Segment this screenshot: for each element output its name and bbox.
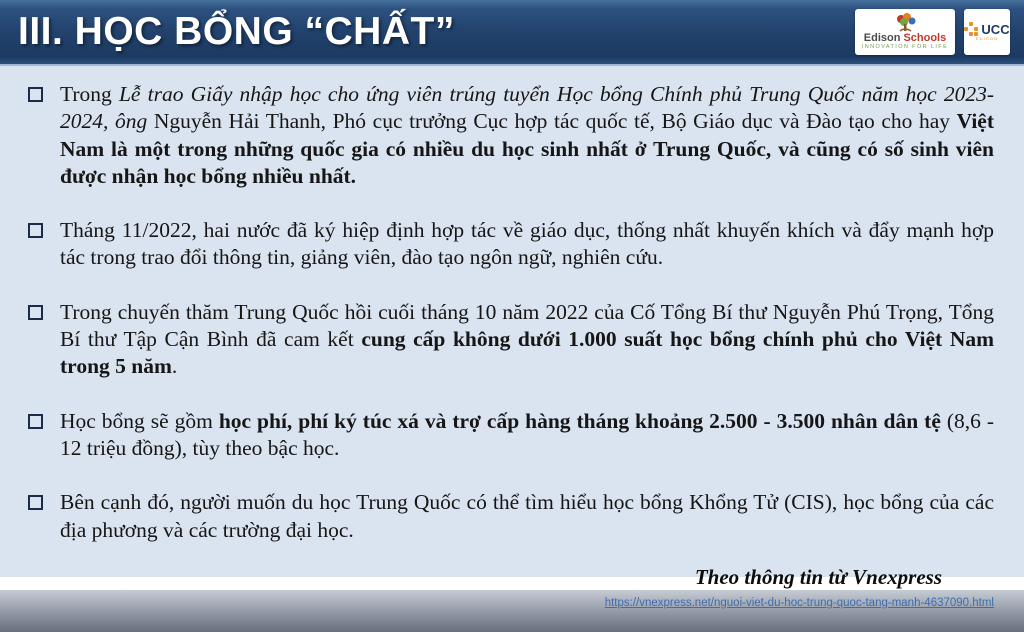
ucc-logo-text: UCC: [981, 21, 1010, 37]
logo-group: [855, 9, 1010, 55]
edison-logo-word1: Edison: [863, 32, 901, 44]
bullet-square-icon: [28, 223, 43, 238]
bullet-text: Học bổng sẽ gồm học phí, phí ký túc xá và trợ cấp hàng tháng khoảng 2.500 - 3.500 nhân dân tệ (8,6 - 12 triệu đồng), tùy theo bậc học.: [60, 408, 995, 460]
ucc-dots-icon: [964, 22, 978, 36]
bullet-item: [26, 217, 994, 272]
bullet-item: [26, 81, 994, 190]
slide-footer: [0, 590, 1024, 632]
bullet-list: [26, 81, 994, 544]
edison-logo-tagline: INNOVATION FOR LIFE: [861, 44, 949, 50]
bullet-item: [26, 489, 994, 544]
ucc-logo-subtext: EDISON: [975, 36, 999, 41]
bullet-square-icon: [28, 414, 43, 429]
bullet-item: [26, 299, 994, 381]
edison-logo-word2: Schools: [903, 32, 947, 44]
slide-body: [0, 66, 1024, 590]
attribution-text: Theo thông tin từ Vnexpress: [694, 564, 942, 589]
bullet-text: Trong Lễ trao Giấy nhập học cho ứng viên trúng tuyển Học bổng Chính phủ Trung Quốc năm học 2023-2024, ông Nguyễn Hải Thanh, Phó cục trưởng Cục hợp tác quốc tế, Bộ Giáo dục và Đào tạo cho hay Việt Nam là một trong những quốc gia có nhiều du học sinh nhất ở Trung Quốc, và cũng có số sinh viên được nhận học bổng nhiều nhất.: [60, 82, 995, 188]
slide-header: [0, 0, 1024, 66]
bullet-text: Trong chuyến thăm Trung Quốc hồi cuối tháng 10 năm 2022 của Cố Tổng Bí thư Nguyễn Phú Trọng, Tổng Bí thư Tập Cận Bình đã cam kết cung cấp không dưới 1.000 suất học bổng chính phủ cho Việt Nam trong 5 năm.: [60, 299, 994, 379]
edison-schools-logo: [855, 9, 955, 55]
bullet-text: Bên cạnh đó, người muốn du học Trung Quốc có thể tìm hiểu học bổng Khổng Tử (CIS), học bổng của các địa phương và các trường đại học.: [60, 490, 994, 542]
bullet-text: Tháng 11/2022, hai nước đã ký hiệp định hợp tác về giáo dục, thống nhất khuyến khích và đẩy mạnh hợp tác trong trao đổi thông tin, giảng viên, đào tạo ngôn ngữ, nghiên cứu.: [60, 218, 994, 270]
bullet-square-icon: [28, 87, 43, 102]
source-link[interactable]: https://vnexpress.net/nguoi-viet-du-hoc-trung-quoc-tang-manh-4637090.html: [604, 596, 994, 609]
ucc-logo: [964, 9, 1010, 55]
edison-tree-icon: [890, 13, 920, 33]
bullet-square-icon: [28, 495, 43, 510]
bullet-square-icon: [28, 305, 43, 320]
bullet-item: [26, 408, 994, 463]
page-title: III. HỌC BỔNG “CHẤT”: [18, 10, 455, 53]
